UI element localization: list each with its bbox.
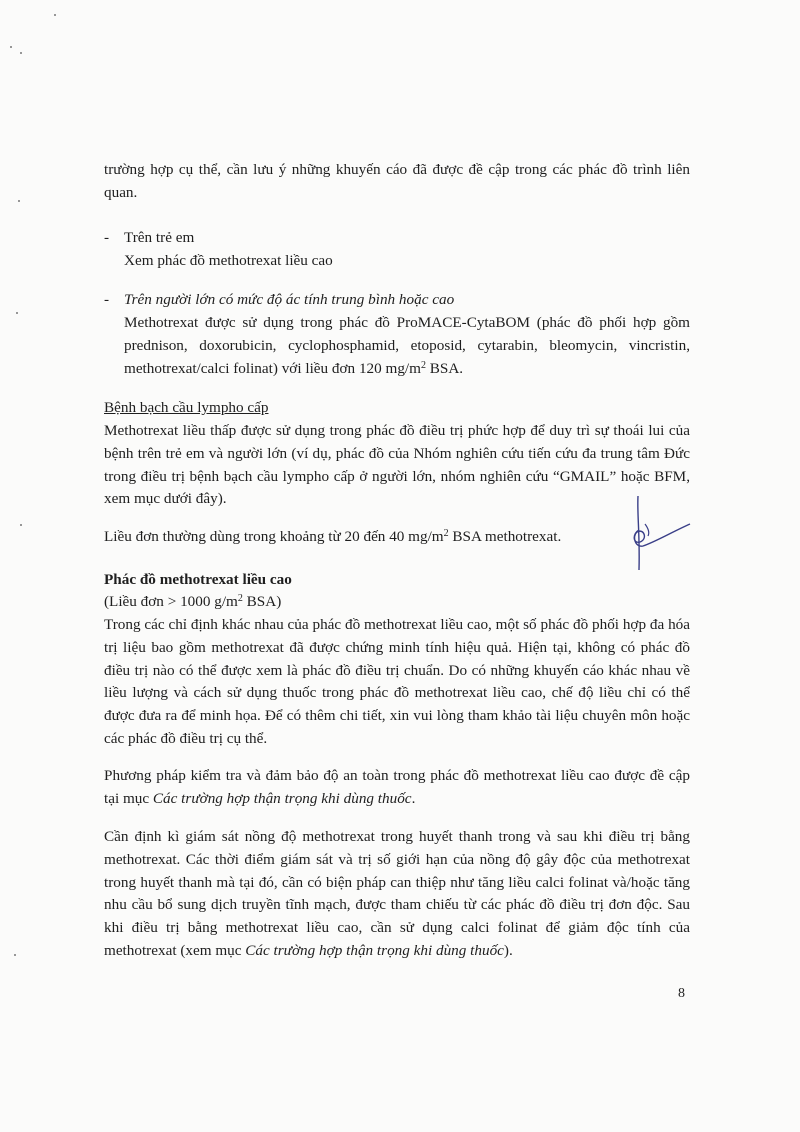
scan-speck	[16, 312, 18, 314]
list-dash: -	[104, 291, 110, 308]
section-heading-high-dose: Phác đồ methotrexat liều cao	[104, 571, 292, 588]
scan-speck	[14, 954, 16, 956]
high-dose-subtitle: (Liều đơn > 1000 $g/m^2$ BSA)	[104, 593, 282, 610]
scan-speck	[18, 200, 20, 202]
list-item-body: Methotrexat được sử dụng trong phác đồ ProMACE-CytaBOM (phác đồ phối hợp gồm prednison, doxorubicin, cyclophosphamid, etoposid, cytarabin, bleomycin, vincristin, methotrexat/calci folinat) với liều đơn 120 $mg/m^2$ BSA.	[124, 314, 690, 377]
page-number: 8	[678, 986, 685, 1001]
section-heading-all: Bệnh bạch cầu lympho cấp	[104, 399, 269, 416]
intro-paragraph: trường hợp cụ thể, cần lưu ý những khuyến cáo đã được đề cập trong các phác đồ trình liên quan.	[104, 161, 690, 201]
list-item-body: Xem phác đồ methotrexat liều cao	[124, 252, 333, 269]
all-paragraph: Methotrexat liều thấp được sử dụng trong phác đồ điều trị phức hợp để duy trì sự thoái lui của bệnh trên trẻ em và người lớn (ví dụ, phác đồ của Nhóm nghiên cứu tiến cứu đa trung tâm Đức trong điều trị bệnh bạch cầu lympho cấp ở người lớn, nhóm nghiên cứu “GMAIL” hoặc BFM, xem mục dưới đây).	[104, 422, 690, 508]
safety-paragraph: Phương pháp kiểm tra và đảm bảo độ an toàn trong phác đồ methotrexat liều cao được đề cập tại mục Các trường hợp thận trọng khi dùng thuốc.	[104, 767, 690, 807]
monitoring-paragraph: Cần định kì giám sát nồng độ methotrexat trong huyết thanh trong và sau khi điều trị bằng methotrexat. Các thời điểm giám sát và trị số giới hạn của nồng độ gây độc của methotrexat trong huyết thanh mà tại đó, cần có biện pháp can thiệp như tăng liều calci folinat và/hoặc tăng nhu cầu bổ sung dịch truyền tĩnh mạch, được tham chiếu từ các phác đồ điều trị đơn độc. Sau khi điều trị bằng methotrexat liều cao, cần sử dụng calci folinat để giảm độc tính của methotrexat (xem mục Các trường hợp thận trọng khi dùng thuốc).	[104, 828, 690, 959]
scan-speck	[54, 14, 56, 16]
dose-paragraph: Liều đơn thường dùng trong khoảng từ 20 đến 40 $mg/m^2$ BSA methotrexat.	[104, 528, 562, 545]
high-dose-paragraph: Trong các chỉ định khác nhau của phác đồ methotrexat liều cao, một số phác đồ phối hợp đa hóa trị liệu bao gồm methotrexat đã được chứng minh tính hiệu quả. Hiện tại, không có phác đồ điều trị nào có thể được xem là phác đồ điều trị chuẩn. Do có những khuyến cáo khác nhau về liều lượng và cách sử dụng thuốc trong phác đồ methotrexat liều cao, chế độ liều chỉ có thể được đưa ra để minh họa. Để có thêm chi tiết, xin vui lòng tham khảo tài liệu chuyên môn hoặc các phác đồ điều trị cụ thể.	[104, 616, 690, 747]
scan-speck	[20, 524, 22, 526]
list-item-title: Trên trẻ em	[124, 229, 195, 246]
scan-speck	[20, 52, 22, 54]
list-item-title: Trên người lớn có mức độ ác tính trung bình hoặc cao	[124, 291, 455, 308]
scan-speck	[10, 46, 12, 48]
handwritten-signature	[610, 494, 692, 572]
list-dash: -	[104, 229, 110, 246]
